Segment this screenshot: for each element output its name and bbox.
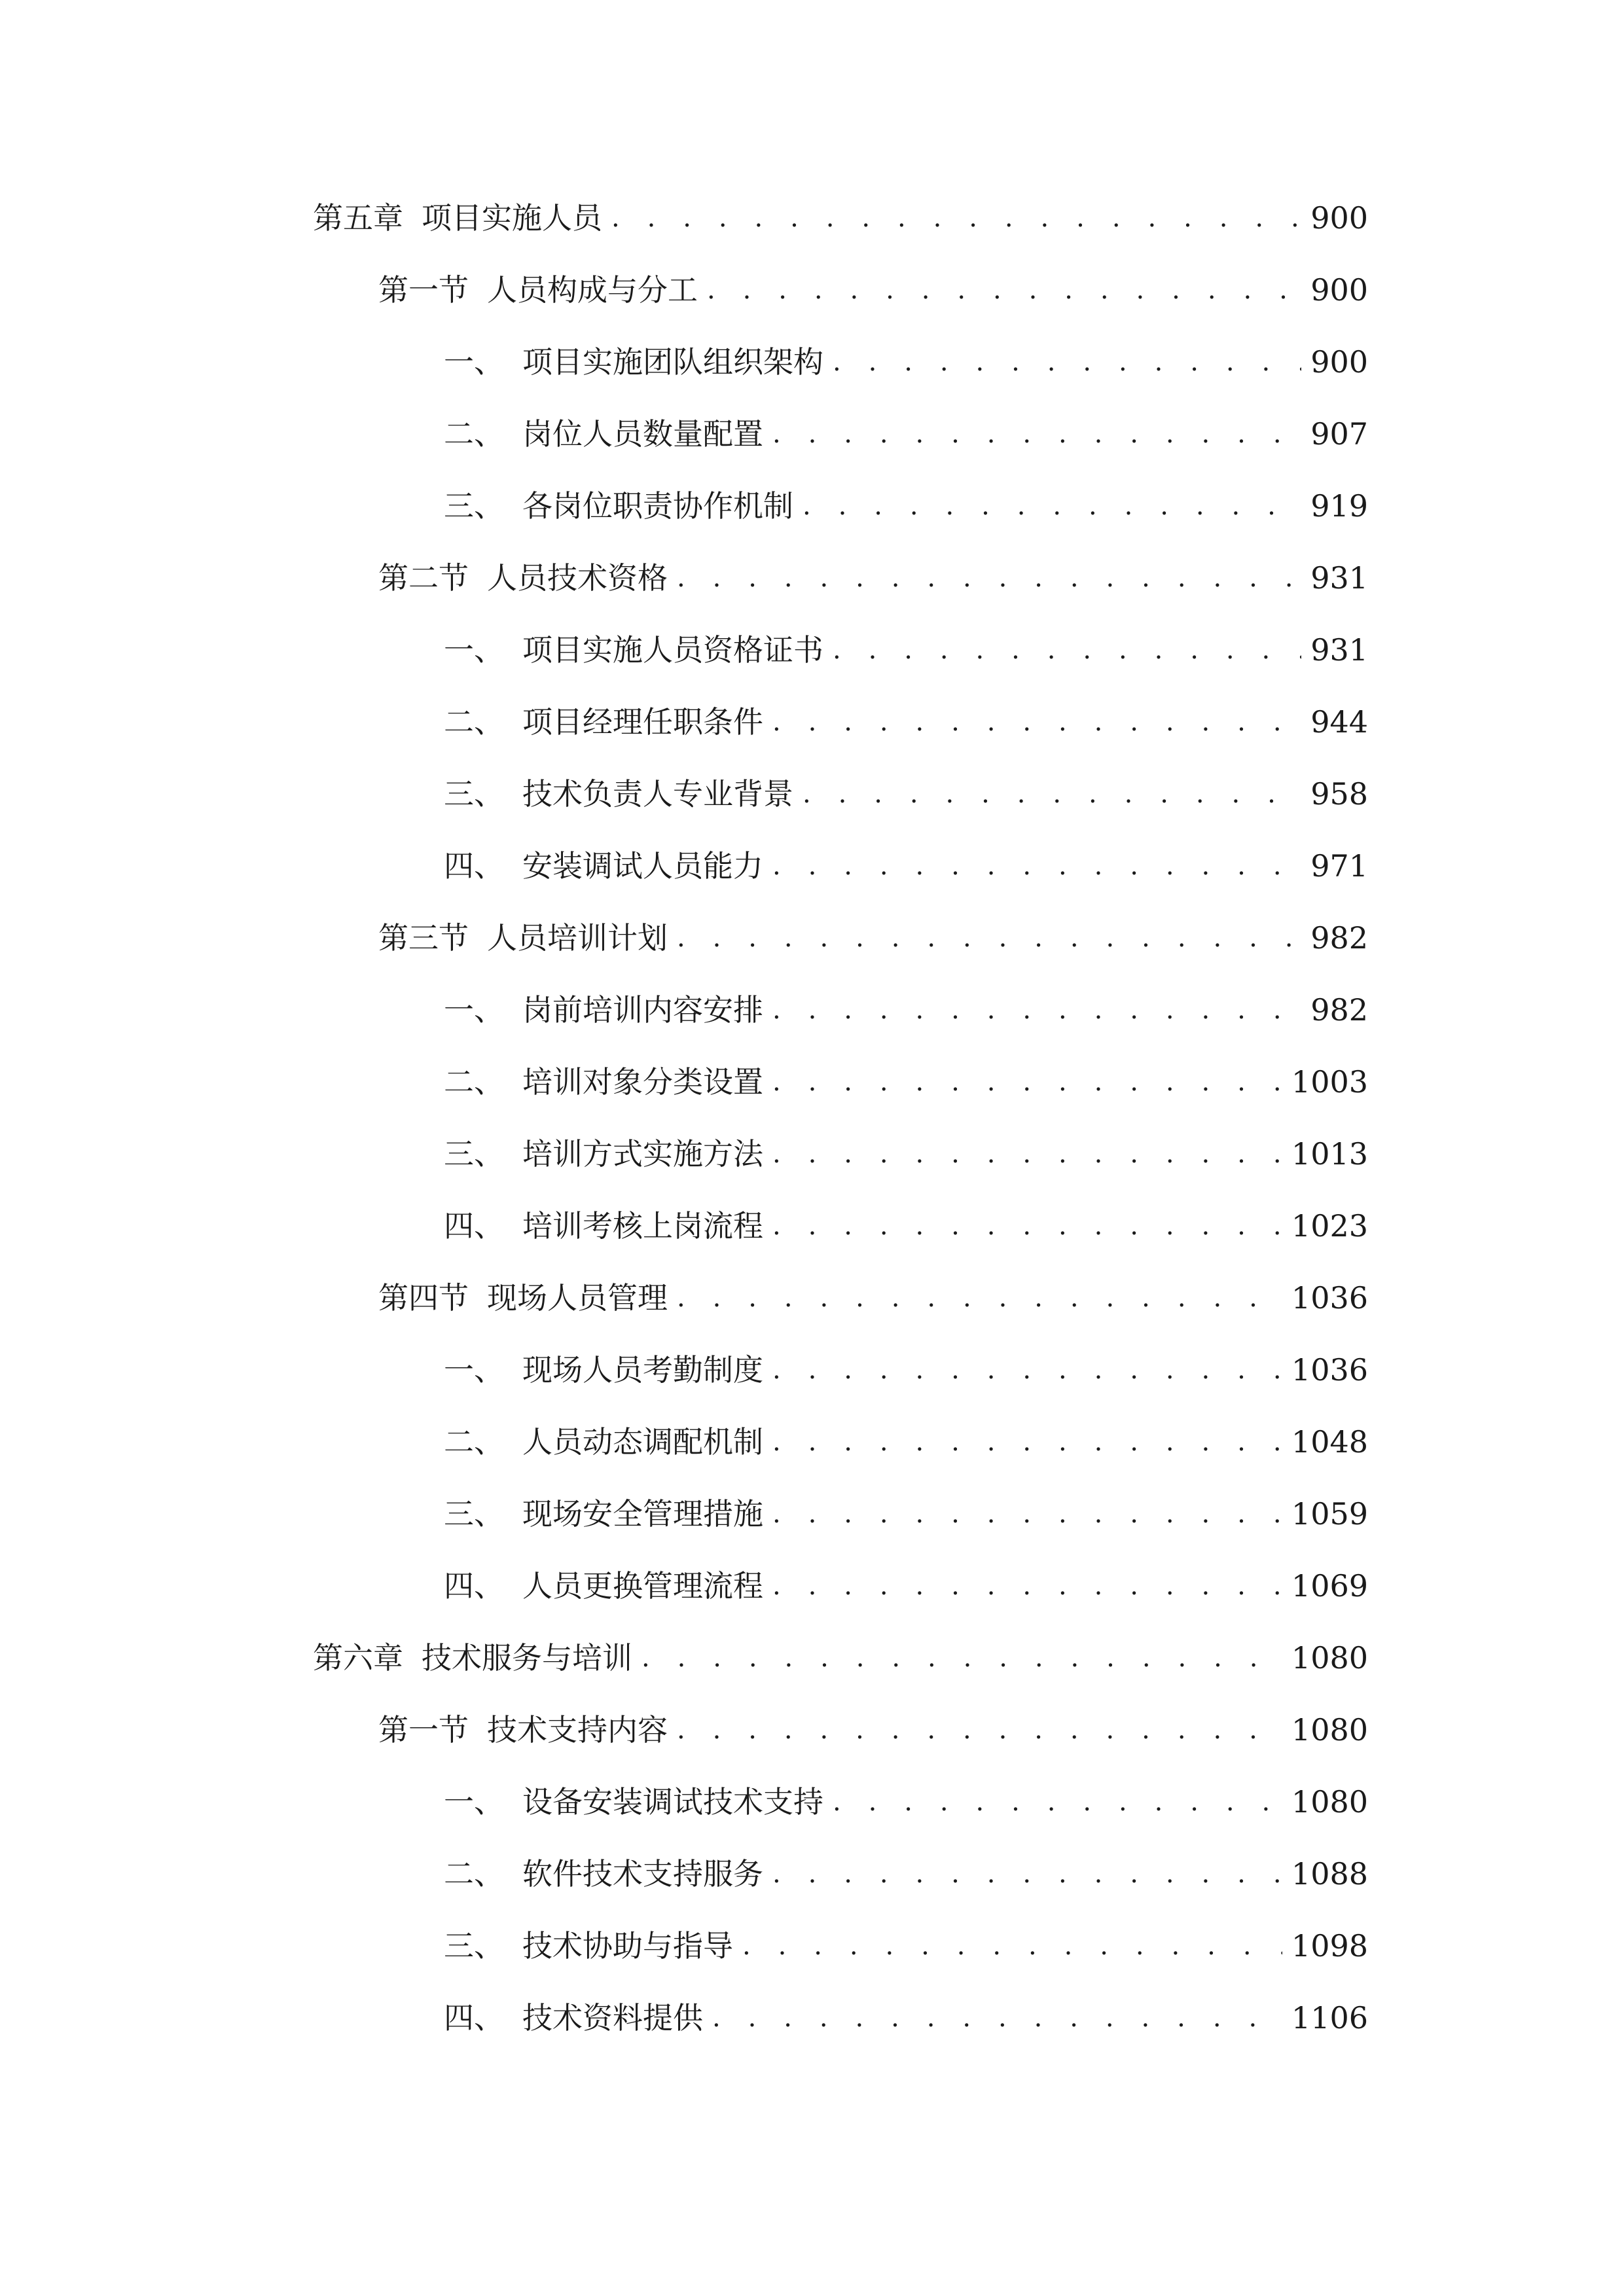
entry-title: 现场人员考勤制度 <box>522 1352 763 1388</box>
dot-leader <box>772 1347 1282 1393</box>
toc-entry-subsection[interactable] <box>444 771 1368 817</box>
entry-title: 人员技术资格 <box>487 560 668 596</box>
entry-number: 第一节 <box>378 1712 469 1748</box>
toc-entry-chapter[interactable] <box>313 195 1368 241</box>
entry-page-number: 1059 <box>1291 1496 1368 1532</box>
dot-leader <box>772 1419 1282 1465</box>
dot-leader <box>833 339 1301 385</box>
entry-page-number: 1048 <box>1291 1424 1368 1460</box>
entry-number: 二、 <box>444 704 504 740</box>
toc-entry-section[interactable] <box>378 267 1368 313</box>
entry-page-number: 1069 <box>1291 1568 1368 1604</box>
entry-page-number: 900 <box>1310 200 1368 236</box>
dot-leader <box>772 1059 1282 1105</box>
toc-entry-subsection[interactable] <box>444 1995 1368 2041</box>
entry-title: 技术服务与培训 <box>422 1640 632 1676</box>
toc-entry-subsection[interactable] <box>444 699 1368 745</box>
dot-leader <box>772 1203 1282 1249</box>
dot-leader <box>772 1851 1282 1897</box>
entry-number: 二、 <box>444 1064 504 1100</box>
toc-entry-subsection[interactable] <box>444 1563 1368 1609</box>
entry-title: 现场安全管理措施 <box>522 1496 763 1532</box>
toc-entry-subsection[interactable] <box>444 1491 1368 1537</box>
toc-entry-subsection[interactable] <box>444 1059 1368 1105</box>
entry-page-number: 919 <box>1310 488 1368 524</box>
entry-page-number: 1013 <box>1291 1136 1368 1172</box>
entry-number: 第六章 <box>313 1640 403 1676</box>
toc-entry-subsection[interactable] <box>444 339 1368 385</box>
entry-title: 软件技术支持服务 <box>522 1856 763 1892</box>
entry-number: 第二节 <box>378 560 469 596</box>
toc-entry-subsection[interactable] <box>444 843 1368 889</box>
entry-page-number: 982 <box>1310 992 1368 1028</box>
dot-leader <box>641 1635 1282 1681</box>
entry-title: 项目实施团队组织架构 <box>522 344 823 380</box>
entry-title: 人员构成与分工 <box>487 272 698 308</box>
dot-leader <box>772 987 1301 1033</box>
entry-title: 人员培训计划 <box>487 920 668 956</box>
entry-page-number: 1023 <box>1291 1208 1368 1244</box>
entry-number: 三、 <box>444 776 504 812</box>
entry-title: 技术负责人专业背景 <box>522 776 793 812</box>
entry-page-number: 1080 <box>1291 1712 1368 1748</box>
toc-entry-subsection[interactable] <box>444 987 1368 1033</box>
dot-leader <box>833 627 1301 673</box>
entry-number: 第五章 <box>313 200 403 236</box>
dot-leader <box>772 1563 1282 1609</box>
entry-title: 技术协助与指导 <box>522 1928 733 1964</box>
entry-title: 项目实施人员 <box>422 200 602 236</box>
dot-leader <box>772 1131 1282 1177</box>
entry-page-number: 931 <box>1310 632 1368 668</box>
toc-entry-subsection[interactable] <box>444 1203 1368 1249</box>
entry-page-number: 900 <box>1310 272 1368 308</box>
entry-page-number: 1088 <box>1291 1856 1368 1892</box>
entry-page-number: 971 <box>1310 848 1368 884</box>
entry-number: 一、 <box>444 344 504 380</box>
entry-page-number: 1036 <box>1291 1352 1368 1388</box>
entry-number: 一、 <box>444 1352 504 1388</box>
dot-leader <box>742 1923 1282 1969</box>
dot-leader <box>677 1275 1282 1321</box>
toc-entry-subsection[interactable] <box>444 411 1368 457</box>
dot-leader <box>833 1779 1282 1825</box>
entry-page-number: 1098 <box>1291 1928 1368 1964</box>
dot-leader <box>772 699 1301 745</box>
dot-leader <box>803 483 1301 529</box>
entry-title: 技术资料提供 <box>522 2000 703 2036</box>
entry-number: 四、 <box>444 2000 504 2036</box>
entry-number: 第一节 <box>378 272 469 308</box>
entry-number: 一、 <box>444 992 504 1028</box>
toc-entry-subsection[interactable] <box>444 1851 1368 1897</box>
toc-entry-subsection[interactable] <box>444 1779 1368 1825</box>
entry-number: 四、 <box>444 1568 504 1604</box>
toc-entry-subsection[interactable] <box>444 1131 1368 1177</box>
dot-leader <box>611 195 1301 241</box>
entry-title: 各岗位职责协作机制 <box>522 488 793 524</box>
dot-leader <box>772 843 1301 889</box>
dot-leader <box>677 1707 1282 1753</box>
toc-entry-subsection[interactable] <box>444 1923 1368 1969</box>
entry-page-number: 931 <box>1310 560 1368 596</box>
entry-number: 二、 <box>444 1856 504 1892</box>
toc-entry-subsection[interactable] <box>444 1419 1368 1465</box>
entry-number: 二、 <box>444 1424 504 1460</box>
entry-title: 人员动态调配机制 <box>522 1424 763 1460</box>
entry-title: 项目实施人员资格证书 <box>522 632 823 668</box>
entry-number: 三、 <box>444 488 504 524</box>
toc-entry-subsection[interactable] <box>444 1347 1368 1393</box>
toc-entry-section[interactable] <box>378 1275 1368 1321</box>
entry-number: 一、 <box>444 1784 504 1820</box>
dot-leader <box>677 915 1301 961</box>
entry-page-number: 1036 <box>1291 1280 1368 1316</box>
entry-number: 三、 <box>444 1496 504 1532</box>
entry-page-number: 944 <box>1310 704 1368 740</box>
entry-title: 培训方式实施方法 <box>522 1136 763 1172</box>
toc-entry-section[interactable] <box>378 915 1368 961</box>
entry-title: 培训考核上岗流程 <box>522 1208 763 1244</box>
entry-number: 三、 <box>444 1136 504 1172</box>
entry-page-number: 900 <box>1310 344 1368 380</box>
entry-title: 安装调试人员能力 <box>522 848 763 884</box>
entry-title: 人员更换管理流程 <box>522 1568 763 1604</box>
dot-leader <box>677 555 1301 601</box>
toc-entry-section[interactable] <box>378 555 1368 601</box>
toc-entry-section[interactable] <box>378 1707 1368 1753</box>
entry-number: 第三节 <box>378 920 469 956</box>
toc-entry-chapter[interactable] <box>313 1635 1368 1681</box>
entry-number: 第四节 <box>378 1280 469 1316</box>
entry-title: 现场人员管理 <box>487 1280 668 1316</box>
entry-number: 三、 <box>444 1928 504 1964</box>
toc-entry-subsection[interactable] <box>444 483 1368 529</box>
entry-number: 四、 <box>444 1208 504 1244</box>
entry-number: 四、 <box>444 848 504 884</box>
dot-leader <box>803 771 1301 817</box>
entry-page-number: 958 <box>1310 776 1368 812</box>
entry-page-number: 907 <box>1310 416 1368 452</box>
entry-page-number: 1080 <box>1291 1784 1368 1820</box>
entry-title: 岗位人员数量配置 <box>522 416 763 452</box>
entry-page-number: 1080 <box>1291 1640 1368 1676</box>
entry-page-number: 982 <box>1310 920 1368 956</box>
dot-leader <box>772 1491 1282 1537</box>
dot-leader <box>772 411 1301 457</box>
entry-title: 岗前培训内容安排 <box>522 992 763 1028</box>
entry-page-number: 1003 <box>1291 1064 1368 1100</box>
entry-number: 一、 <box>444 632 504 668</box>
entry-title: 设备安装调试技术支持 <box>522 1784 823 1820</box>
entry-page-number: 1106 <box>1291 2000 1368 2036</box>
entry-title: 项目经理任职条件 <box>522 704 763 740</box>
dot-leader <box>712 1995 1282 2041</box>
toc-entry-subsection[interactable] <box>444 627 1368 673</box>
dot-leader <box>707 267 1301 313</box>
entry-title: 技术支持内容 <box>487 1712 668 1748</box>
entry-title: 培训对象分类设置 <box>522 1064 763 1100</box>
entry-number: 二、 <box>444 416 504 452</box>
